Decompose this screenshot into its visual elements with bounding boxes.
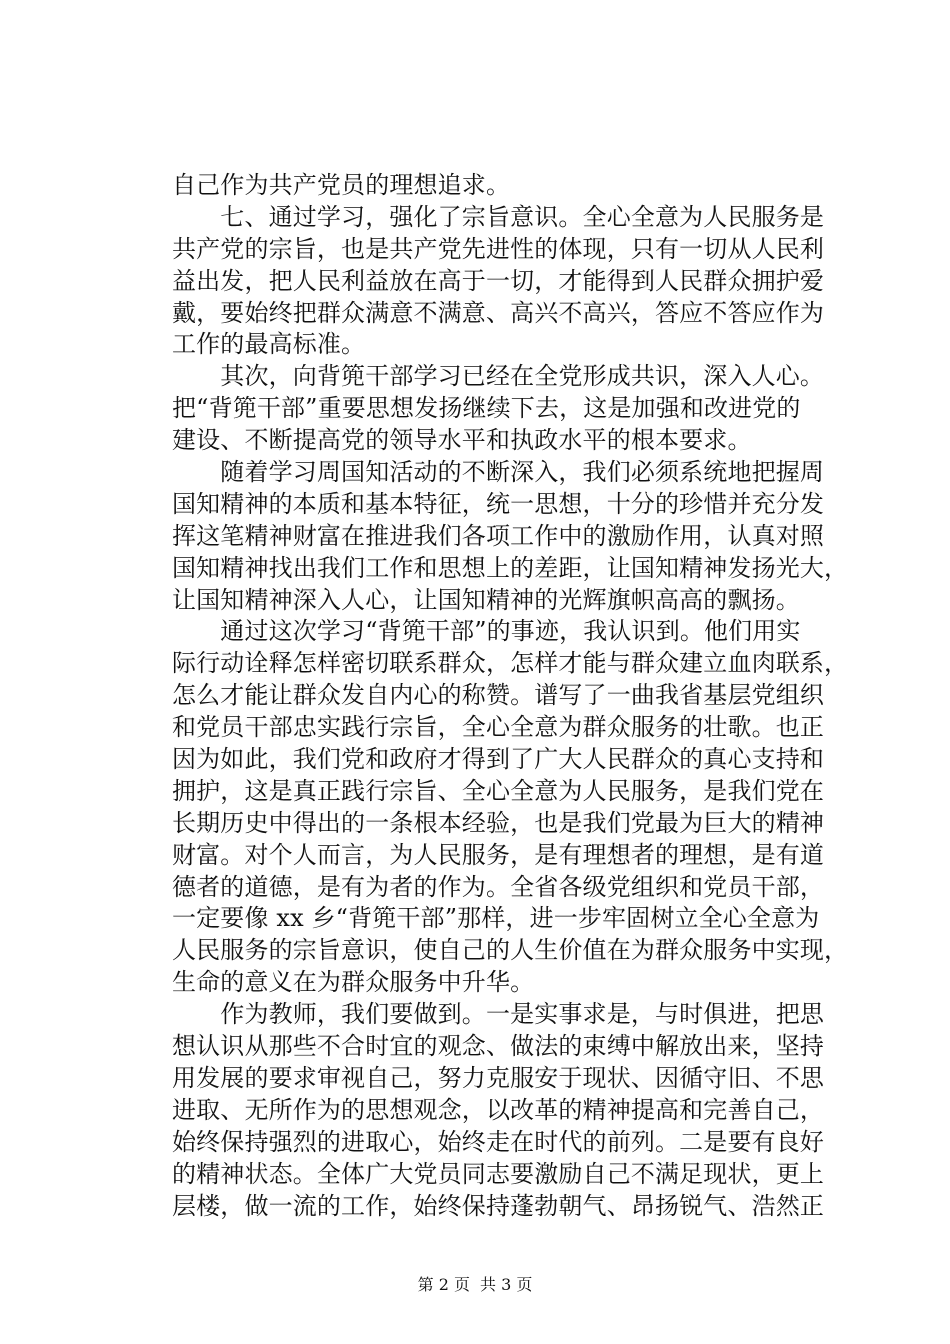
text-line: 把“背篼干部”重要思想发扬继续下去，这是加强和改进党的 — [172, 394, 801, 423]
text-line: 作为教师，我们要做到。一是实事求是，与时俱进，把思 — [172, 1000, 825, 1029]
text-line: 戴，要始终把群众满意不满意、高兴不高兴，答应不答应作为 — [172, 298, 825, 327]
text-line: 德者的道德，是有为者的作为。全省各级党组织和党员干部， — [172, 872, 825, 901]
text-line: 财富。对个人而言，为人民服务，是有理想者的理想，是有道 — [172, 840, 825, 869]
text-line: 国知精神的本质和基本特征，统一思想，十分的珍惜并充分发 — [172, 489, 825, 518]
page-footer — [0, 1275, 950, 1295]
text-line: 的精神状态。全体广大党员同志要激励自己不满足现状，更上 — [172, 1159, 825, 1188]
text-line: 人民服务的宗旨意识，使自己的人生价值在为群众服务中实现， — [172, 936, 849, 965]
page-number: 第 2 页 — [417, 1275, 470, 1294]
text-line: 自己作为共产党员的理想追求。 — [172, 171, 511, 199]
text-line: 一定要像 xx 乡“背篼干部”那样，进一步牢固树立全心全意为 — [172, 904, 820, 933]
text-line: 随着学习周国知活动的不断深入，我们必须系统地把握周 — [172, 458, 825, 487]
text-line: 长期历史中得出的一条根本经验，也是我们党最为巨大的精神 — [172, 808, 825, 837]
text-line: 让国知精神深入人心，让国知精神的光辉旗帜高高的飘扬。 — [172, 585, 800, 614]
text-line: 国知精神找出我们工作和思想上的差距，让国知精神发扬光大， — [172, 553, 849, 582]
text-line: 建设、不断提高党的领导水平和执政水平的根本要求。 — [172, 426, 752, 455]
text-line: 工作的最高标准。 — [172, 330, 366, 359]
text-line: 际行动诠释怎样密切联系群众，怎样才能与群众建立血肉联系， — [172, 649, 849, 678]
text-line: 挥这笔精神财富在推进我们各项工作中的激励作用，认真对照 — [172, 521, 825, 550]
text-line: 其次，向背篼干部学习已经在全党形成共识，深入人心。 — [172, 362, 825, 391]
text-line: 用发展的要求审视自己，努力克服安于现状、因循守旧、不思 — [172, 1063, 825, 1092]
text-line: 和党员干部忠实践行宗旨，全心全意为群众服务的壮歌。也正 — [172, 713, 825, 742]
text-line: 因为如此，我们党和政府才得到了广大人民群众的真心支持和 — [172, 745, 825, 774]
text-line: 生命的意义在为群众服务中升华。 — [172, 968, 535, 997]
page-total: 共 3 页 — [480, 1275, 533, 1294]
text-line: 拥护，这是真正践行宗旨、全心全意为人民服务，是我们党在 — [172, 776, 825, 805]
document-body — [172, 170, 849, 1222]
text-line: 始终保持强烈的进取心，始终走在时代的前列。二是要有良好 — [172, 1127, 825, 1156]
text-line: 益出发，把人民利益放在高于一切，才能得到人民群众拥护爱 — [172, 266, 825, 295]
text-line: 层楼，做一流的工作，始终保持蓬勃朝气、昂扬锐气、浩然正 — [172, 1191, 825, 1220]
text-line: 共产党的宗旨，也是共产党先进性的体现，只有一切从人民利 — [172, 234, 825, 263]
text-line: 通过这次学习“背篼干部”的事迹，我认识到。他们用实 — [172, 617, 801, 646]
text-line: 进取、无所作为的思想观念，以改革的精神提高和完善自己， — [172, 1095, 825, 1124]
text-line: 想认识从那些不合时宜的观念、做法的束缚中解放出来，坚持 — [172, 1032, 825, 1061]
text-line: 七、通过学习，强化了宗旨意识。全心全意为人民服务是 — [172, 202, 825, 231]
text-line: 怎么才能让群众发自内心的称赞。谱写了一曲我省基层党组织 — [172, 681, 825, 710]
